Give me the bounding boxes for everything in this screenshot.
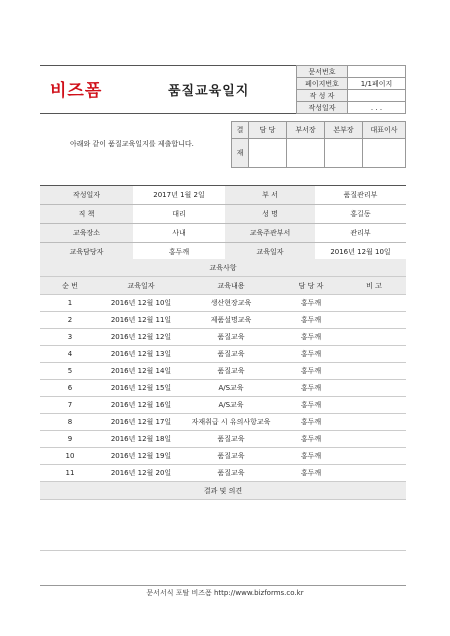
row-person[interactable]: 홍두깨 xyxy=(280,312,342,329)
table-row xyxy=(40,414,406,431)
info-value[interactable]: 사내 xyxy=(133,224,225,243)
document-meta-table xyxy=(296,65,406,114)
meta-value[interactable]: 1/1페이지 xyxy=(348,78,406,90)
section-header-row xyxy=(40,259,406,277)
row-person[interactable]: 홍두깨 xyxy=(280,329,342,346)
row-number: 10 xyxy=(40,448,100,465)
info-row xyxy=(40,186,406,205)
row-number: 2 xyxy=(40,312,100,329)
table-row xyxy=(40,329,406,346)
row-date[interactable]: 2016년 12월 10일 xyxy=(100,295,182,312)
info-value[interactable]: 대리 xyxy=(133,205,225,224)
row-content[interactable]: 제품설명교육 xyxy=(182,312,280,329)
row-date[interactable]: 2016년 12월 12일 xyxy=(100,329,182,346)
approval-side-label: 재 xyxy=(232,139,249,168)
row-content[interactable]: 품질교육 xyxy=(182,431,280,448)
row-note[interactable] xyxy=(342,397,406,414)
row-date[interactable]: 2016년 12월 14일 xyxy=(100,363,182,380)
meta-row xyxy=(297,102,406,114)
row-date[interactable]: 2016년 12월 19일 xyxy=(100,448,182,465)
row-note[interactable] xyxy=(342,431,406,448)
column-header: 교육일자 xyxy=(100,277,182,295)
meta-label: 문서번호 xyxy=(297,66,348,78)
approval-sign-cell[interactable] xyxy=(249,139,287,168)
table-row xyxy=(40,465,406,482)
column-header: 순 번 xyxy=(40,277,100,295)
result-opinion-area[interactable] xyxy=(40,498,406,551)
meta-row xyxy=(297,66,406,78)
document-title: 품질교육일지 xyxy=(168,84,250,99)
table-row xyxy=(40,312,406,329)
info-label: 직 책 xyxy=(40,205,133,224)
row-date[interactable]: 2016년 12월 17일 xyxy=(100,414,182,431)
row-date[interactable]: 2016년 12월 11일 xyxy=(100,312,182,329)
meta-label: 페이지번호 xyxy=(297,78,348,90)
row-number: 7 xyxy=(40,397,100,414)
row-note[interactable] xyxy=(342,312,406,329)
row-content[interactable]: 품질교육 xyxy=(182,448,280,465)
row-person[interactable]: 홍두깨 xyxy=(280,431,342,448)
approval-header-row xyxy=(232,122,406,139)
info-label: 성 명 xyxy=(225,205,315,224)
meta-value[interactable] xyxy=(348,90,406,102)
row-person[interactable]: 홍두깨 xyxy=(280,448,342,465)
footer-text: 문서서식 포탈 비즈폼 http://www.bizforms.co.kr xyxy=(146,589,304,597)
row-number: 11 xyxy=(40,465,100,482)
row-note[interactable] xyxy=(342,295,406,312)
info-label: 작성일자 xyxy=(40,186,133,205)
column-header: 비 고 xyxy=(342,277,406,295)
row-person[interactable]: 홍두깨 xyxy=(280,295,342,312)
row-number: 3 xyxy=(40,329,100,346)
row-note[interactable] xyxy=(342,363,406,380)
intro-text: 아래와 같이 품질교육일지를 제출합니다. xyxy=(70,140,194,148)
column-header-row xyxy=(40,277,406,295)
meta-row xyxy=(297,90,406,102)
section-title: 교육사항 xyxy=(40,259,406,277)
row-person[interactable]: 홍두깨 xyxy=(280,380,342,397)
row-note[interactable] xyxy=(342,329,406,346)
table-row xyxy=(40,346,406,363)
row-content[interactable]: 품질교육 xyxy=(182,346,280,363)
education-table xyxy=(40,259,406,500)
info-value[interactable]: 품질관리부 xyxy=(315,186,406,205)
info-value[interactable]: 홍길동 xyxy=(315,205,406,224)
info-table xyxy=(40,185,406,262)
row-person[interactable]: 홍두깨 xyxy=(280,465,342,482)
approval-role: 부서장 xyxy=(287,122,325,139)
info-row xyxy=(40,205,406,224)
row-date[interactable]: 2016년 12월 18일 xyxy=(100,431,182,448)
approval-role: 대표이사 xyxy=(363,122,406,139)
meta-value[interactable]: . . . xyxy=(348,102,406,114)
table-row xyxy=(40,397,406,414)
row-content[interactable]: 자재취급 시 유의사항교육 xyxy=(182,414,280,431)
table-row xyxy=(40,380,406,397)
row-person[interactable]: 홍두깨 xyxy=(280,346,342,363)
row-number: 4 xyxy=(40,346,100,363)
approval-sign-cell[interactable] xyxy=(325,139,363,168)
meta-label: 작성일자 xyxy=(297,102,348,114)
row-note[interactable] xyxy=(342,465,406,482)
row-number: 6 xyxy=(40,380,100,397)
row-date[interactable]: 2016년 12월 15일 xyxy=(100,380,182,397)
row-content[interactable]: 품질교육 xyxy=(182,329,280,346)
info-label: 부 서 xyxy=(225,186,315,205)
meta-label: 작 성 자 xyxy=(297,90,348,102)
brand-logo: 비즈폼 xyxy=(50,81,103,101)
row-content[interactable]: 생산현장교육 xyxy=(182,295,280,312)
approval-table xyxy=(231,121,406,168)
approval-sign-row xyxy=(232,139,406,168)
row-person[interactable]: 홍두깨 xyxy=(280,397,342,414)
info-value[interactable]: 관리부 xyxy=(315,224,406,243)
row-content[interactable]: 품질교육 xyxy=(182,465,280,482)
row-note[interactable] xyxy=(342,448,406,465)
info-row xyxy=(40,224,406,243)
education-rows xyxy=(40,295,406,482)
approval-role: 본부장 xyxy=(325,122,363,139)
meta-row xyxy=(297,78,406,90)
row-content[interactable]: A/S교육 xyxy=(182,380,280,397)
table-row xyxy=(40,448,406,465)
footer-rule xyxy=(40,585,406,586)
result-title: 결과 및 의견 xyxy=(40,482,406,500)
row-content[interactable]: 품질교육 xyxy=(182,363,280,380)
row-date[interactable]: 2016년 12월 20일 xyxy=(100,465,182,482)
info-label: 교육주관부서 xyxy=(225,224,315,243)
approval-role: 담 당 xyxy=(249,122,287,139)
approval-sign-cell[interactable] xyxy=(287,139,325,168)
row-date[interactable]: 2016년 12월 13일 xyxy=(100,346,182,363)
column-header: 담 당 자 xyxy=(280,277,342,295)
table-row xyxy=(40,431,406,448)
result-header-row xyxy=(40,482,406,500)
row-note[interactable] xyxy=(342,380,406,397)
row-number: 8 xyxy=(40,414,100,431)
row-content[interactable]: A/S교육 xyxy=(182,397,280,414)
info-label: 교육장소 xyxy=(40,224,133,243)
row-number: 5 xyxy=(40,363,100,380)
approval-sign-cell[interactable] xyxy=(363,139,406,168)
info-label: 교육일자 xyxy=(225,243,315,262)
row-note[interactable] xyxy=(342,346,406,363)
approval-side-label: 결 xyxy=(232,122,249,139)
info-value[interactable]: 홍두깨 xyxy=(133,243,225,262)
row-date[interactable]: 2016년 12월 16일 xyxy=(100,397,182,414)
meta-value[interactable] xyxy=(348,66,406,78)
row-person[interactable]: 홍두깨 xyxy=(280,363,342,380)
row-note[interactable] xyxy=(342,414,406,431)
table-row xyxy=(40,295,406,312)
row-number: 1 xyxy=(40,295,100,312)
info-label: 교육담당자 xyxy=(40,243,133,262)
row-number: 9 xyxy=(40,431,100,448)
info-value[interactable]: 2016년 12월 10일 xyxy=(315,243,406,262)
row-person[interactable]: 홍두깨 xyxy=(280,414,342,431)
table-row xyxy=(40,363,406,380)
info-value[interactable]: 2017년 1월 2일 xyxy=(133,186,225,205)
column-header: 교육내용 xyxy=(182,277,280,295)
